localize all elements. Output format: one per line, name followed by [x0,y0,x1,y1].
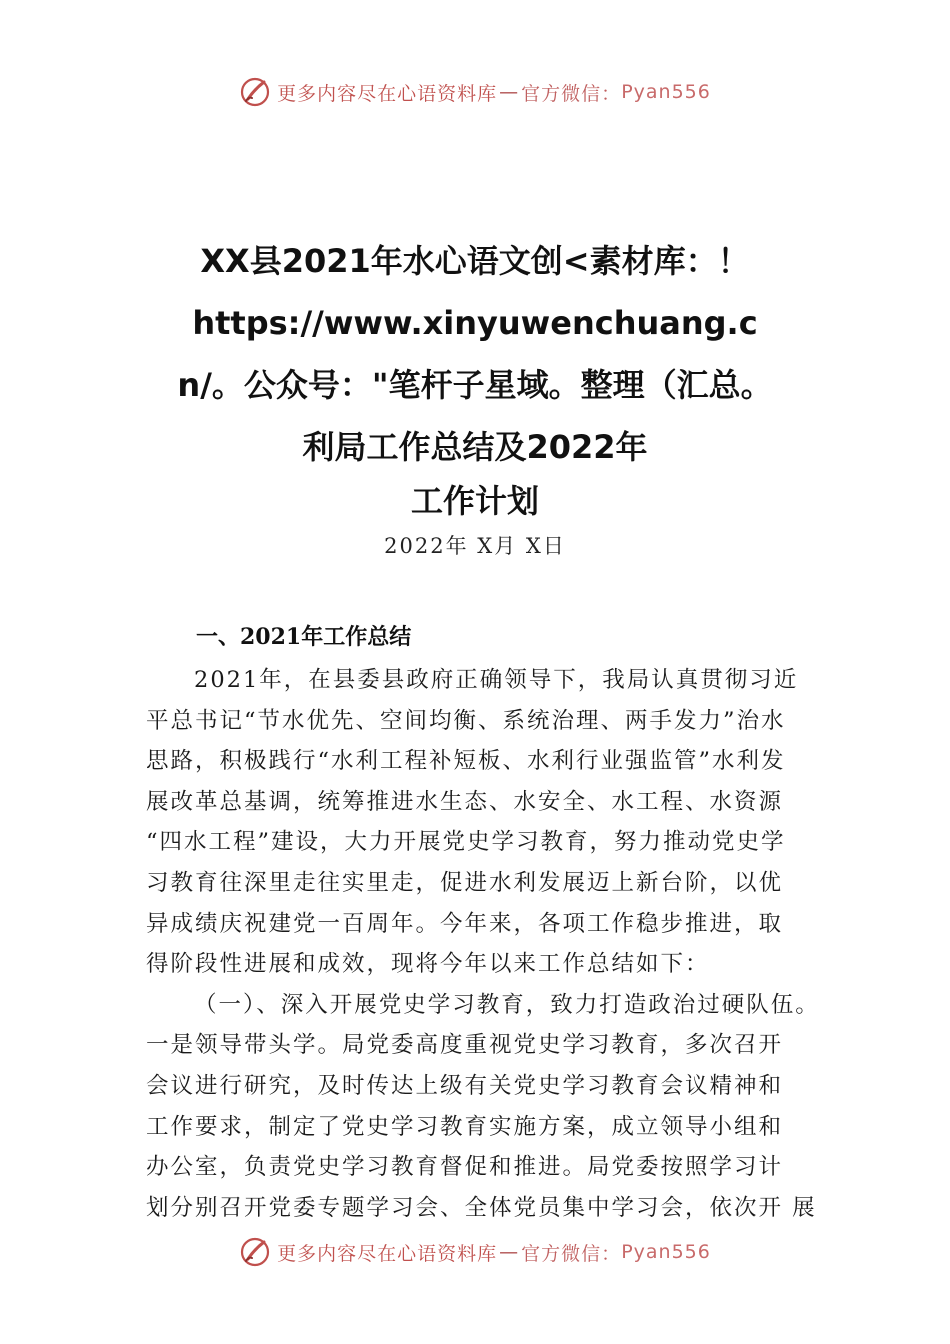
body-line: 工作要求，制定了党史学习教育实施方案，成立领导小组和 [146,1113,784,1140]
body-line: 办公室，负责党史学习教育督促和推进。局党委按照学习计 [146,1154,784,1181]
body-line: 习教育往深里走往实里走，促进水利发展迈上新台阶，以优 [146,869,784,896]
body-line: 划分别召开党委专题学习会、全体党员集中学习会，依次开 展 [146,1194,817,1221]
body-line: 一是领导带头学。局党委高度重视党史学习教育，多次召开 [146,1032,784,1059]
banner-brand: 更多内容尽在心语资料库 [277,82,498,105]
body-line: 会议进行研究，及时传达上级有关党史学习教育会议精神和 [146,1072,784,1099]
title-line: https://www.xinyuwenchuang.c [192,304,758,342]
body-line: 得阶段性进展和成效，现将今年以来工作总结如下： [146,951,710,978]
brush-logo-icon [239,76,271,108]
document-title [140,230,810,524]
title-line: 利局工作总结及2022年 [302,428,648,466]
banner-wechat-code: Pyan556 [621,1241,711,1263]
banner-tail: 官方微信： [521,82,622,105]
body-paragraphs [146,660,846,1228]
banner-brand: 更多内容尽在心语资料库 [277,1242,498,1265]
title-line: 工作计划 [410,482,539,520]
body-line: 展改革总基调，统筹推进水生态、水安全、水工程、水资源 [146,788,784,815]
body-line: 异成绩庆祝建党一百周年。今年来，各项工作稳步推进，取 [146,910,784,937]
body-line: 思路，积极践行“水利工程补短板、水利行业强监管”水利发 [146,748,786,775]
body-line: “四水工程”建设，大力开展党史学习教育，努力推动党史学 [146,829,786,856]
banner-separator: — [499,1241,520,1263]
banner-wechat-code: Pyan556 [621,81,711,103]
body-line: （一）、深入开展党史学习教育，致力打造政治过硬队伍。 [194,991,820,1018]
title-line: n/。公众号："笔杆子星域。整理（汇总。 [177,366,773,404]
section-heading: 一、2021年工作总结 [196,624,412,650]
banner-tail: 官方微信： [521,1242,622,1265]
body-line: 平总书记“节水优先、空间均衡、系统治理、两手发力”治水 [146,707,786,734]
body-line: 2021年，在县委县政府正确领导下，我局认真贯彻习近 [194,667,799,693]
header-banner [0,72,950,112]
title-line: XX县2021年水心语文创<素材库：！ [200,242,750,280]
footer-banner [0,1232,950,1272]
brush-logo-icon [239,1236,271,1268]
banner-separator: — [499,81,520,103]
document-date: 2022年 X月 X日 [384,534,566,558]
